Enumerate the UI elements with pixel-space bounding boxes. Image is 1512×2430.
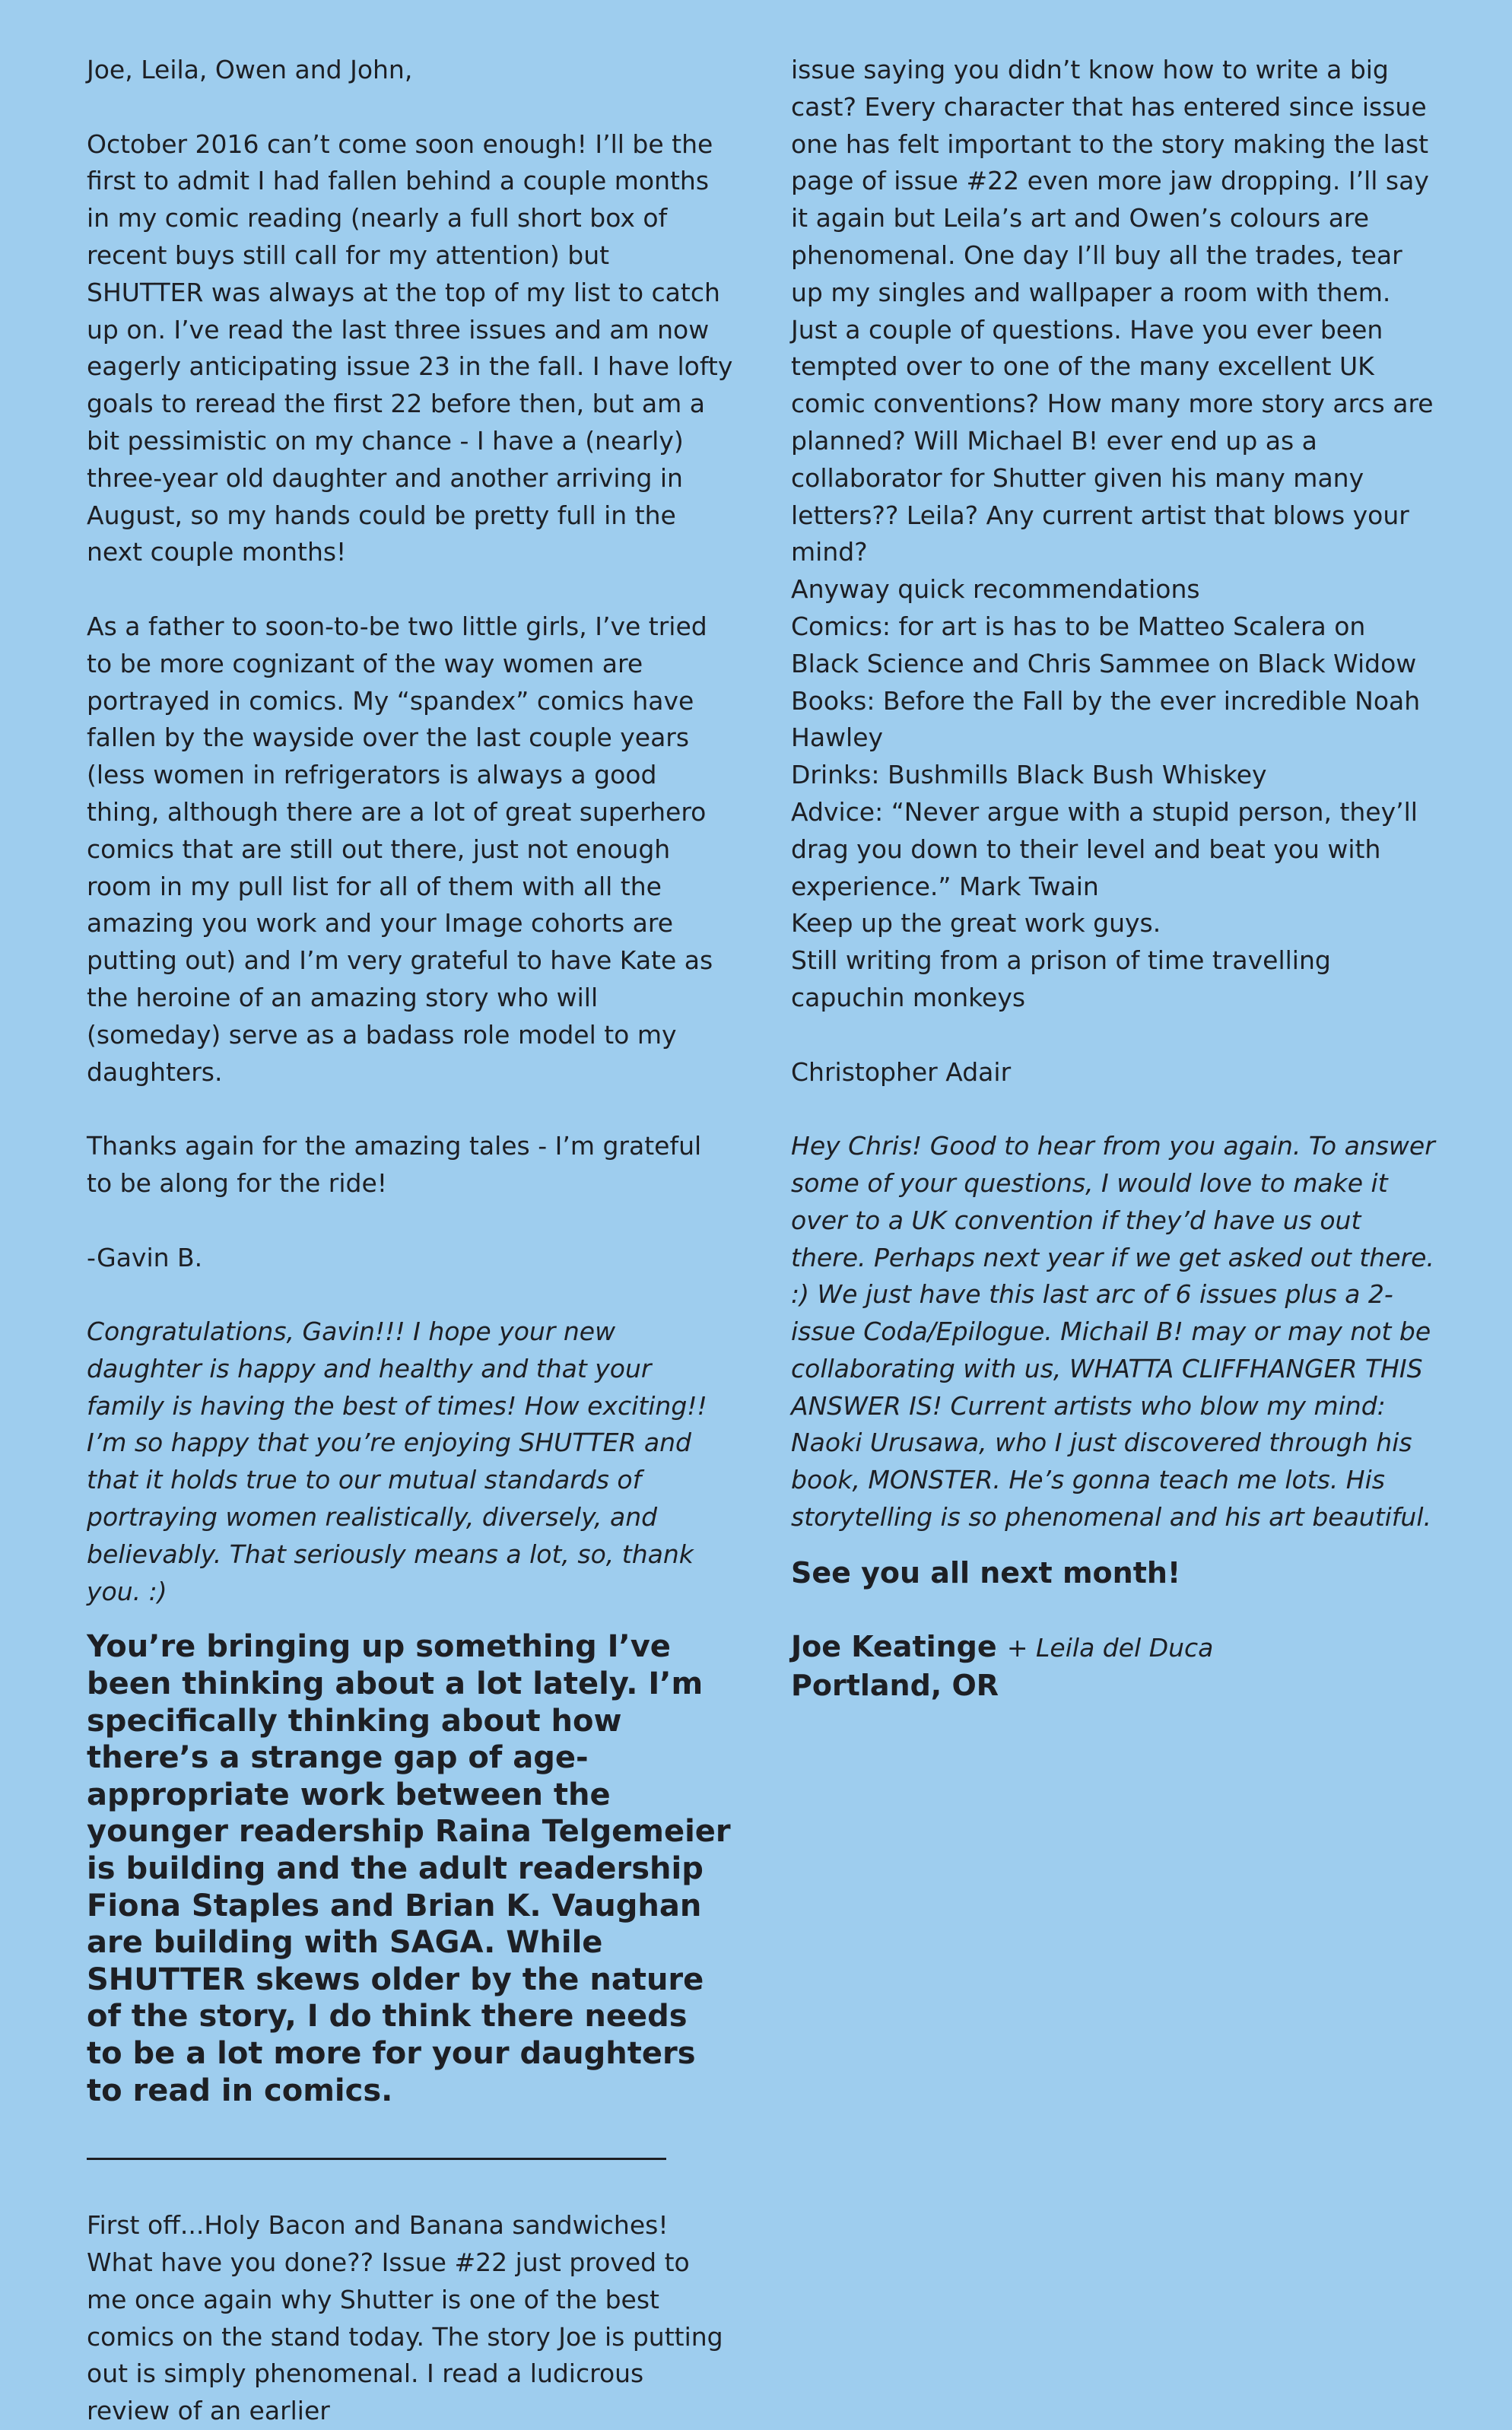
letter1-paragraph-2: As a father to soon-to-be two little girls, I’ve tried to be more cognizant of the way women are portrayed in comics. My “spandex” comics have fallen by the wayside over the last couple years (less women in refrigerators is always a good thing, although there are a lot of great superhero comics that are still out there, just not enough room in my pull list for all of them with all the amazing you work and your Image cohorts are putting out) and I’m very grateful to have Kate as the heroine of an amazing story who will (someday) serve as a badass role model to my daughters.: [87, 611, 713, 1087]
letter1-paragraph-1: October 2016 can’t come soon enough! I’ll be the first to admit I had fallen behind a couple months in my comic reading (nearly a full short box of recent buys still call for my attention) but SHUTTER was always at the top of my list to catch up on. I’ve read the last three issues and am now eagerly anticipating issue 23 in the fall. I have lofty goals to reread the first 22 before then, but am a bit pessimistic on my chance - I have a (nearly) three-year old daughter and another arriving in August, so my hands could be pretty full in the next couple months!: [87, 129, 733, 567]
letter2-start: First off...Holy Bacon and Banana sandwiches! What have you done?? Issue #22 just proved to me once again why Shutter is one of the best comics on the stand today. The story Joe is putting out is simply phenomenal. I read a ludicrous review of an earlier: [87, 2210, 723, 2426]
reply1-bold-text: You’re bringing up something I’ve been thinking about a lot lately. I’m specifically thinking about how there’s a strange gap of age-appropriate work between the younger readership Raina Telgemeier is building and the adult readership Fiona Staples and Brian K. Vaughan are building with SAGA. While SHUTTER skews older by the nature of the story, I do think there needs to be a lot more for your daughters to read in comics.: [87, 1629, 731, 2108]
closing-line: See you all next month!: [791, 1555, 1181, 1590]
letter2-line: Anyway quick recommendations: [791, 574, 1200, 605]
letter2-line: Still writing from a prison of time travelling capuchin monkeys: [791, 945, 1331, 1012]
letter2-line: Comics: for art is has to be Matteo Scalera on Black Science and Chris Sammee on Black Widow: [791, 611, 1417, 678]
reply1-text: Congratulations, Gavin!!! I hope your new daughter is happy and healthy and that your family is having the best of times! How exciting!! I’m so happy that you’re enjoying SHUTTER and that it holds true to our mutual standards of portraying women realistically, diversely, and believably. That seriously means a lot, so, thank you. :): [87, 1317, 707, 1606]
letter2-line: Drinks: Bushmills Black Bush Whiskey: [791, 760, 1267, 790]
section-divider: [87, 2158, 666, 2160]
salutation: Joe, Leila, Owen and John,: [87, 55, 413, 84]
letter1-paragraph-3: Thanks again for the amazing tales - I’m grateful to be along for the ride!: [87, 1131, 702, 1198]
letter2-continued: issue saying you didn’t know how to write a big cast? Every character that has entered since issue one has felt important to the story making the last page of issue #22 even more jaw dropping. I’ll say it again but Leila’s art and Owen’s colours are phenomenal. One day I’ll buy all the trades, tear up my singles and wallpaper a room with them. Just a couple of questions. Have you ever been tempted over to one of the many excellent UK comic conventions? How many more story arcs are planned? Will Michael B! ever end up as a collaborator for Shutter given his many many letters?? Leila? Any current artist that blows your mind?: [791, 55, 1434, 567]
signature-coauthor: + Leila del Duca: [1006, 1633, 1214, 1663]
reply2-text: Hey Chris! Good to hear from you again. To answer some of your questions, I would love to make it over to a UK convention if they’d have us out there. Perhaps next year if we get asked out there. :) We just have this last arc of 6 issues plus a 2-issue Coda/Epilogue. Michail B! may or may not be collaborating with us, WHATTA CLIFFHANGER THIS ANSWER IS! Current artists who blow my mind: Naoki Urusawa, who I just discovered through his book, MONSTER. He’s gonna teach me lots. His storytelling is so phenomenal and his art beautiful.: [791, 1131, 1435, 1533]
signature-name: Joe Keatinge: [791, 1630, 997, 1664]
letter1-signoff: -Gavin B.: [87, 1242, 203, 1272]
signature-location: Portland, OR: [791, 1669, 999, 1703]
right-column: [791, 52, 1437, 1704]
left-column: [87, 52, 733, 2430]
letter2-line: Advice: “Never argue with a stupid person, they’ll drag you down to their level and beat you with experience.” Mark Twain: [791, 796, 1418, 901]
letter2-line: Books: Before the Fall by the ever incredible Noah Hawley: [791, 685, 1421, 753]
signature-line: [791, 1628, 1437, 1667]
letter2-line: Keep up the great work guys.: [791, 908, 1161, 939]
letter2-signoff: Christopher Adair: [791, 1056, 1012, 1087]
